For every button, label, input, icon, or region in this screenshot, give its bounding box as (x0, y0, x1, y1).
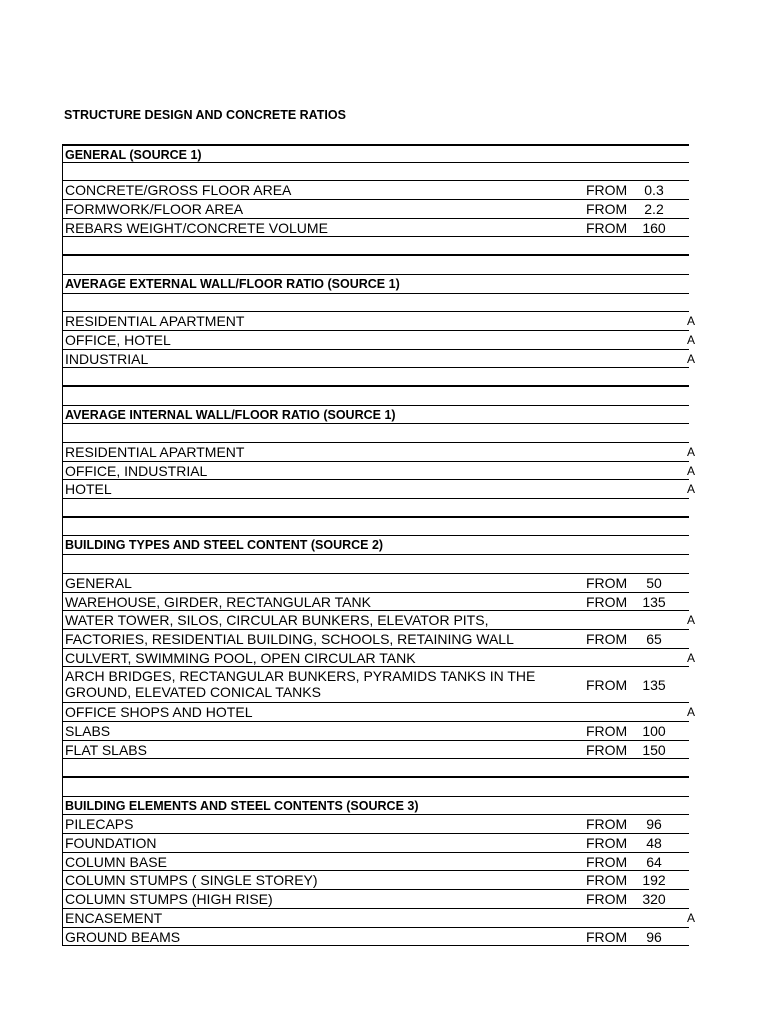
table-row (63, 574, 689, 593)
spacer-row (63, 518, 689, 537)
clipped-text: A (687, 463, 696, 478)
spacer-row (63, 759, 689, 778)
from-value: 160 (642, 219, 666, 236)
table-row (63, 722, 689, 741)
table-row (63, 667, 689, 703)
from-label: FROM (586, 872, 628, 889)
row-label: CULVERT, SWIMMING POOL, OPEN CIRCULAR TANK (65, 649, 416, 666)
table-row (63, 834, 689, 853)
from-label: FROM (586, 182, 628, 199)
section-header: AVERAGE INTERNAL WALL/FLOOR RATIO (SOURCE 1) (65, 407, 396, 422)
row-label: WAREHOUSE, GIRDER, RECTANGULAR TANK (65, 593, 371, 610)
row-label: COLUMN BASE (65, 853, 167, 870)
from-value: 135 (642, 677, 666, 694)
row-label: CONCRETE/GROSS FLOOR AREA (65, 182, 292, 199)
clipped-text: A (687, 650, 696, 665)
table-row (63, 611, 696, 630)
from-value: 2.2 (644, 201, 664, 218)
spacer-row (63, 778, 689, 797)
table-row (63, 853, 689, 872)
clipped-text: A (687, 613, 696, 628)
row-label: WATER TOWER, SILOS, CIRCULAR BUNKERS, ELEVATOR PITS, (65, 612, 489, 629)
table-row (63, 181, 689, 200)
table-row (63, 331, 696, 350)
clipped-text: A (687, 332, 696, 347)
clipped-text: A (687, 482, 696, 497)
ratios-table (62, 144, 696, 946)
row-label: OFFICE SHOPS AND HOTEL (65, 704, 253, 721)
from-label: FROM (586, 677, 628, 694)
clipped-text: A (687, 445, 696, 459)
section-header: AVERAGE EXTERNAL WALL/FLOOR RATIO (SOURCE 1) (65, 276, 400, 291)
row-label: RESIDENTIAL APARTMENT (65, 444, 245, 460)
table-row (63, 741, 689, 760)
row-label: REBARS WEIGHT/CONCRETE VOLUME (65, 219, 328, 236)
row-label: SLABS (65, 722, 111, 739)
row-label: OFFICE, HOTEL (65, 331, 171, 348)
row-label: COLUMN STUMPS ( SINGLE STOREY) (65, 872, 318, 889)
spacer-row (63, 163, 689, 182)
table-row (63, 890, 689, 909)
section-header: BUILDING TYPES AND STEEL CONTENT (SOURCE 2) (65, 538, 384, 553)
from-label: FROM (586, 928, 628, 945)
spacer-row (63, 294, 689, 313)
from-label: FROM (586, 741, 628, 758)
from-label: FROM (586, 574, 628, 591)
section-header-row (63, 275, 689, 294)
row-label: COLUMN STUMPS (HIGH RISE) (65, 891, 273, 908)
document-title: STRUCTURE DESIGN AND CONCRETE RATIOS (64, 108, 346, 122)
from-value: 65 (646, 630, 662, 647)
from-value: 96 (646, 928, 662, 945)
section-header: GENERAL (SOURCE 1) (65, 148, 202, 162)
table-row (63, 928, 689, 947)
row-label: RESIDENTIAL APARTMENT (65, 313, 245, 330)
spacer-row (63, 424, 689, 443)
table-row (63, 703, 696, 722)
from-label: FROM (586, 219, 628, 236)
from-value: 96 (646, 816, 662, 833)
clipped-text: A (687, 351, 696, 366)
table-row (63, 480, 696, 499)
from-value: 192 (642, 872, 666, 889)
row-label: INDUSTRIAL (65, 350, 149, 367)
row-label: ARCH BRIDGES, RECTANGULAR BUNKERS, PYRAMIDS TANKS IN THE GROUND, ELEVATED CONICAL TANKS (65, 668, 536, 701)
table-row (63, 871, 689, 890)
row-label: FACTORIES, RESIDENTIAL BUILDING, SCHOOLS, RETAINING WALL (65, 630, 514, 647)
from-label: FROM (586, 853, 628, 870)
row-label: GROUND BEAMS (65, 928, 181, 945)
table-row (63, 649, 696, 668)
table-row (63, 630, 689, 649)
row-label: OFFICE, INDUSTRIAL (65, 462, 208, 479)
spacer-row (63, 555, 689, 574)
table-row (63, 219, 689, 238)
table-row (63, 443, 696, 462)
from-label: FROM (586, 630, 628, 647)
from-value: 64 (646, 853, 662, 870)
section-header-row (63, 797, 689, 816)
from-label: FROM (586, 835, 628, 852)
table-row (63, 909, 696, 928)
from-value: 50 (646, 574, 662, 591)
spacer-row (63, 387, 689, 406)
table-row (63, 200, 689, 219)
row-label: FOUNDATION (65, 835, 157, 852)
from-label: FROM (586, 593, 628, 610)
row-label: FLAT SLABS (65, 741, 147, 758)
from-label: FROM (586, 816, 628, 833)
from-label: FROM (586, 891, 628, 908)
table-row (63, 815, 689, 834)
clipped-text: A (687, 910, 696, 925)
section-header: BUILDING ELEMENTS AND STEEL CONTENTS (SOURCE 3) (65, 798, 419, 813)
spacer-row (63, 256, 689, 275)
from-value: 0.3 (644, 182, 664, 199)
from-value: 48 (646, 835, 662, 852)
row-label: GENERAL (65, 574, 132, 591)
section-header-row (63, 144, 689, 163)
row-label: FORMWORK/FLOOR AREA (65, 201, 244, 218)
table-row (63, 593, 689, 612)
clipped-text: A (687, 314, 696, 329)
from-value: 150 (642, 741, 666, 758)
section-header-row (63, 536, 689, 555)
from-label: FROM (586, 722, 628, 739)
spacer-row (63, 499, 689, 518)
table-row (63, 312, 696, 331)
section-header-row (63, 406, 689, 425)
from-value: 100 (642, 722, 666, 739)
clipped-text: A (687, 705, 696, 720)
table-row (63, 462, 696, 481)
from-value: 135 (642, 593, 666, 610)
from-value: 320 (642, 891, 666, 908)
row-label: HOTEL (65, 481, 112, 498)
row-label: PILECAPS (65, 816, 134, 833)
spacer-row (63, 237, 689, 256)
from-label: FROM (586, 201, 628, 218)
spacer-row (63, 368, 689, 387)
table-row (63, 350, 696, 369)
row-label: ENCASEMENT (65, 909, 163, 926)
